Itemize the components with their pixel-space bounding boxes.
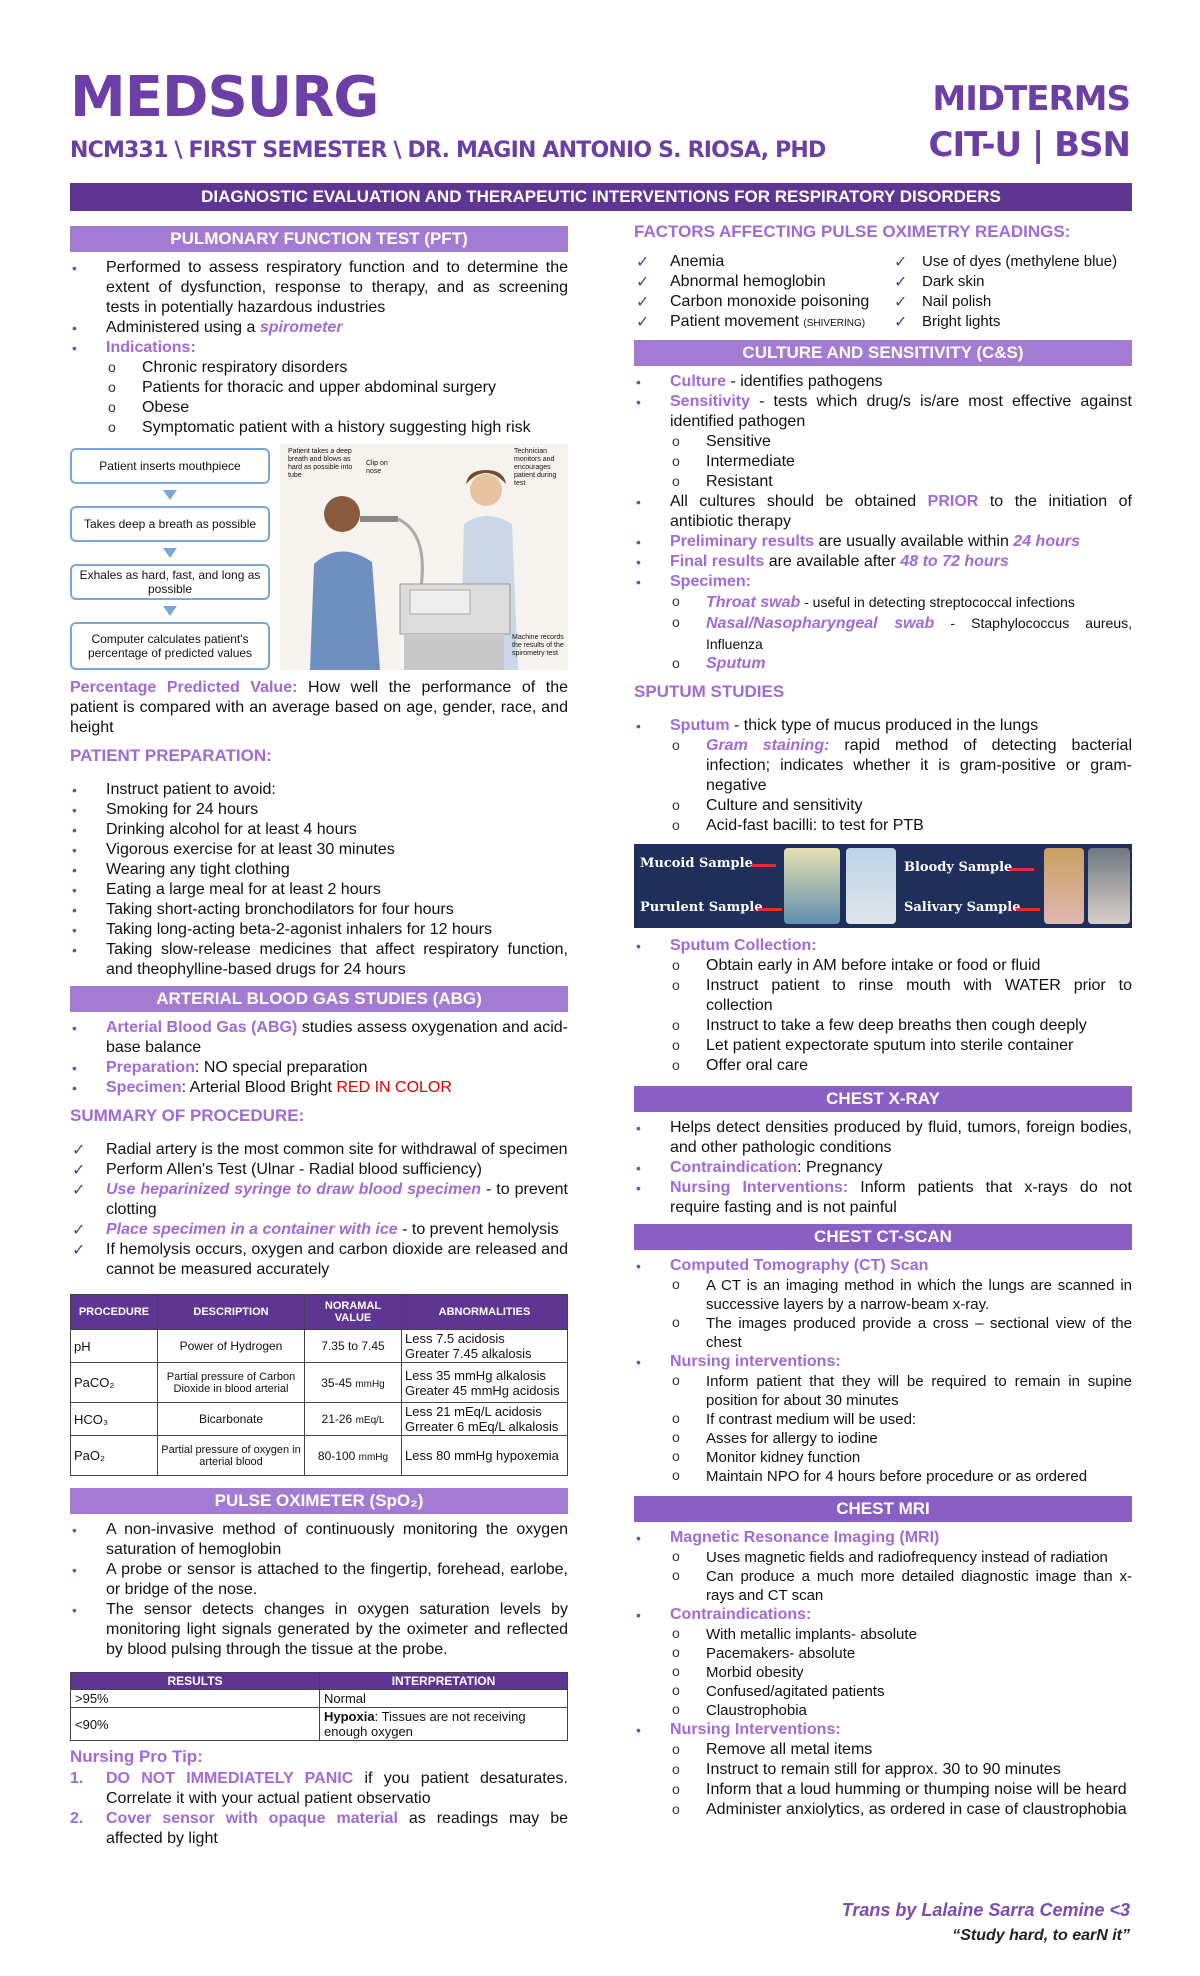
list-item: ✓ Patient movement (SHIVERING) [634, 312, 892, 334]
table-header: ABNORMALITIES [402, 1295, 568, 1330]
list-item: ✓ Radial artery is the most common site for withdrawal of specimen [70, 1140, 568, 1160]
list-item: o The images produced provide a cross – sectional view of the chest [670, 1314, 1132, 1352]
list-item: • Wearing any tight clothing [70, 860, 568, 880]
sputum-list [634, 716, 1132, 836]
right-column [634, 220, 1132, 1820]
list-item: ✓ Dark skin [892, 272, 1132, 292]
pft-bar: PULMONARY FUNCTION TEST (PFT) [70, 226, 568, 252]
list-item: • Contraindications: o With metallic implants- absolute o Pacemakers- absolute o Morbid obesity o Confused/agitated patients o Claustrophobia [634, 1605, 1132, 1720]
jar-icon [846, 848, 896, 924]
list-item: • Specimen: Arterial Blood Bright RED IN COLOR [70, 1078, 568, 1098]
collection-sublist [670, 956, 1132, 1076]
list-item: • Nursing Interventions: Inform patients that x-rays do not require fasting and is not painful [634, 1178, 1132, 1218]
sample-label: Purulent Sample [640, 900, 763, 915]
flow-step: Patient inserts mouthpiece [70, 448, 270, 484]
arrow-icon [758, 908, 782, 911]
school-label: CIT-U | BSN [928, 125, 1130, 165]
list-item: o With metallic implants- absolute [670, 1625, 1132, 1644]
list-item: ✓ Bright lights [892, 312, 1132, 332]
list-item: o Inform patient that they will be required to remain in supine position for about 30 minutes [670, 1372, 1132, 1410]
list-item: • Preliminary results are usually available within 24 hours [634, 532, 1132, 552]
summary-heading: SUMMARY OF PROCEDURE: [70, 1106, 305, 1125]
cs-list [634, 372, 1132, 674]
table-row: PaO₂ Partial pressure of oxygen in arterial blood 80-100 mmHg Less 80 mmHg hypoxemia [71, 1436, 568, 1476]
list-item: ✓ Nail polish [892, 292, 1132, 312]
table-header-row [71, 1673, 568, 1690]
table-header: RESULTS [71, 1673, 320, 1690]
list-item: ✓ Carbon monoxide poisoning [634, 292, 892, 312]
list-item: ✓ Perform Allen's Test (Ulnar - Radial blood sufficiency) [70, 1160, 568, 1180]
list-item: ✓ Place specimen in a container with ice - to prevent hemolysis [70, 1220, 568, 1240]
list-item: o Remove all metal items [670, 1740, 1132, 1760]
page-title: MEDSURG [70, 65, 379, 130]
course-subtitle: NCM331 \ FIRST SEMESTER \ DR. MAGIN ANTONIO S. RIOSA, PHD [70, 138, 826, 163]
list-item: • Nursing Interventions: o Remove all metal items o Instruct to remain still for approx. 30 to 90 minutes o Inform that a loud humming or thumping noise will be heard o Administer anxiolytics, as ordered in case of claustrophobia [634, 1720, 1132, 1820]
sputum-sublist [670, 736, 1132, 836]
xray-list [634, 1118, 1132, 1218]
pft-list [70, 258, 568, 438]
spirometer-term: spirometer [259, 319, 343, 336]
list-item: • Instruct patient to avoid: [70, 780, 568, 800]
list-item: o A CT is an imaging method in which the lungs are scanned in successive layers by a narrow-beam x-ray. [670, 1276, 1132, 1314]
list-item: • Sputum - thick type of mucus produced in the lungs o Gram staining: rapid method of detecting bacterial infection; indicates whether it is gram-positive or gram-negative o Culture and sensitivity o Acid-fast bacilli: to test for PTB [634, 716, 1132, 836]
tip-heading: Nursing Pro Tip: [70, 1747, 203, 1766]
sample-label: Bloody Sample [904, 860, 1013, 875]
flow-step: Computer calculates patient's percentage of predicted values [70, 622, 270, 670]
sample-label: Salivary Sample [904, 900, 1021, 915]
list-item: • Helps detect densities produced by fluid, tumors, foreign bodies, and other pathologic conditions [634, 1118, 1132, 1158]
illus-label: Clip on nose [366, 460, 388, 475]
pulse-list [70, 1520, 568, 1660]
list-item: o Let patient expectorate sputum into sterile container [670, 1036, 1132, 1056]
arrow-icon [752, 864, 776, 867]
table-row: PaCO₂ Partial pressure of Carbon Dioxide in blood arterial 35-45 mmHg Less 35 mmHg alkalosis Greater 45 mmHg acidosis [71, 1363, 568, 1403]
pulse-bar: PULSE OXIMETER (SpO₂) [70, 1488, 568, 1514]
sensitivity-list [670, 432, 1132, 492]
sputum-samples-image [634, 844, 1132, 928]
mri-ni-sublist [670, 1740, 1132, 1820]
main-banner: DIAGNOSTIC EVALUATION AND THERAPEUTIC INTERVENTIONS FOR RESPIRATORY DISORDERS [70, 183, 1132, 211]
list-item: ✓ Abnormal hemoglobin [634, 272, 892, 292]
list-item: o Claustrophobia [670, 1701, 1132, 1720]
ct-ni-sublist [670, 1372, 1132, 1486]
list-item: ✓ Use of dyes (methylene blue) [892, 252, 1132, 272]
factors-heading: FACTORS AFFECTING PULSE OXIMETRY READINGS: [634, 222, 1071, 241]
flow-step: Takes deep a breath as possible [70, 506, 270, 542]
arrow-icon [1010, 868, 1034, 871]
list-item: o Throat swab - useful in detecting streptococcal infections [670, 592, 1132, 613]
header-left [70, 65, 826, 163]
header-right [929, 76, 1130, 168]
list-item: o Nasal/Nasopharyngeal swab - Staphylococcus aureus, Influenza [670, 613, 1132, 654]
list-item: • A non-invasive method of continuously monitoring the oxygen saturation of hemoglobin [70, 1520, 568, 1560]
list-item: o Obese [106, 398, 568, 418]
list-item: o Confused/agitated patients [670, 1682, 1132, 1701]
list-item: o Asses for allergy to iodine [670, 1429, 1132, 1448]
illus-label: Technician monitors and encourages patient during test [514, 448, 557, 487]
table-header: DESCRIPTION [158, 1295, 305, 1330]
list-item: • Culture - identifies pathogens [634, 372, 1132, 392]
arrow-icon [1016, 908, 1040, 911]
list-item: • Taking long-acting beta-2-agonist inhalers for 12 hours [70, 920, 568, 940]
list-item: o Symptomatic patient with a history suggesting high risk [106, 418, 568, 438]
pft-figure [70, 444, 568, 670]
list-item: o Monitor kidney function [670, 1448, 1132, 1467]
list-item: o Offer oral care [670, 1056, 1132, 1076]
collection-list [634, 936, 1132, 1076]
jar-icon [1088, 848, 1130, 924]
list-item: ✓ Anemia [634, 252, 892, 272]
list-item: o Can produce a much more detailed diagnostic image than x-rays and CT scan [670, 1567, 1132, 1605]
list-item: o Sensitive [670, 432, 1132, 452]
ppv-paragraph: Percentage Predicted Value: How well the performance of the patient is compared with an average based on age, gender, race, and height [70, 679, 569, 736]
indications-list [106, 358, 568, 438]
flow-step: Exhales as hard, fast, and long as possible [70, 564, 270, 600]
abg-bar: ARTERIAL BLOOD GAS STUDIES (ABG) [70, 986, 568, 1012]
list-item: o Instruct patient to rinse mouth with WATER prior to collection [670, 976, 1132, 1016]
jar-icon [784, 848, 840, 924]
list-item: o Culture and sensitivity [670, 796, 1132, 816]
list-item: • Vigorous exercise for at least 30 minutes [70, 840, 568, 860]
list-item: • Final results are available after 48 to 72 hours [634, 552, 1132, 572]
list-item: • Taking slow-release medicines that affect respiratory function, and theophylline-based drugs for 24 hours [70, 940, 568, 980]
jar-icon [1044, 848, 1084, 924]
list-item: o Resistant [670, 472, 1132, 492]
factors-lists [634, 252, 1132, 334]
mri-bar: CHEST MRI [634, 1496, 1132, 1522]
table-row: HCO₃ Bicarbonate 21-26 mEq/L Less 21 mEq/L acidosis Grreater 6 mEq/L alkalosis [71, 1403, 568, 1436]
list-item: • Taking short-acting bronchodilators for four hours [70, 900, 568, 920]
tip-list [70, 1769, 568, 1849]
list-item: o Acid-fast bacilli: to test for PTB [670, 816, 1132, 836]
list-item: 1. DO NOT IMMEDIATELY PANIC if you patient desaturates. Correlate it with your actual patient observatio [70, 1770, 569, 1807]
spirometry-illustration [280, 444, 568, 670]
list-item: • Preparation: NO special preparation [70, 1058, 568, 1078]
list-item: o Instruct to take a few deep breaths then cough deeply [670, 1016, 1132, 1036]
term-label: MIDTERMS [932, 79, 1130, 119]
table-header: PROCEDURE [71, 1295, 158, 1330]
list-item: • Computed Tomography (CT) Scan o A CT is an imaging method in which the lungs are scanned in successive layers by a narrow-beam x-ray. o The images produced provide a cross – sectional view of the chest [634, 1256, 1132, 1352]
pulse-table [70, 1672, 568, 1741]
cs-bar: CULTURE AND SENSITIVITY (C&S) [634, 340, 1132, 366]
list-item: o Obtain early in AM before intake or food or fluid [670, 956, 1132, 976]
list-item: • Drinking alcohol for at least 4 hours [70, 820, 568, 840]
list-item: • Arterial Blood Gas (ABG) studies assess oxygenation and acid-base balance [70, 1018, 568, 1058]
list-item: o Administer anxiolytics, as ordered in case of claustrophobia [670, 1800, 1132, 1820]
list-item: • Smoking for 24 hours [70, 800, 568, 820]
list-item: • All cultures should be obtained PRIOR to the initiation of antibiotic therapy [634, 492, 1132, 532]
table-header-row [71, 1295, 568, 1330]
prep-list [70, 780, 568, 980]
credit-text: Trans by Lalaine Sarra Cemine <3 [841, 1900, 1130, 1920]
abg-table [70, 1294, 568, 1476]
ct-bar: CHEST CT-SCAN [634, 1224, 1132, 1250]
illus-label: Patient takes a deep breath and blows as hard as possible into tube [288, 448, 353, 479]
abg-list [70, 1018, 568, 1098]
indications-label: Indications: [106, 339, 196, 356]
footer [842, 1900, 1130, 1945]
motto-text: “Study hard, to earN it” [952, 1927, 1130, 1944]
specimen-list [670, 592, 1132, 674]
list-item: o Uses magnetic fields and radiofrequency instead of radiation [670, 1548, 1132, 1567]
table-row: <90% Hypoxia: Tissues are not receiving enough oxygen [71, 1708, 568, 1741]
list-item: • A probe or sensor is attached to the fingertip, forehead, earlobe, or bridge of the nose. [70, 1560, 568, 1600]
list-item: • Nursing interventions: o Inform patient that they will be required to remain in supine position for about 30 minutes o If contrast medium will be used: o Asses for allergy to iodine o Monitor kidney function o Maintain NPO for 4 hours before procedure or as ordered [634, 1352, 1132, 1486]
list-item: o Instruct to remain still for approx. 30 to 90 minutes [670, 1760, 1132, 1780]
list-item [70, 338, 568, 438]
sputum-heading: SPUTUM STUDIES [634, 682, 785, 701]
table-row: >95% Normal [71, 1690, 568, 1708]
list-item: o Patients for thoracic and upper abdominal surgery [106, 378, 568, 398]
list-item: • Sensitivity - tests which drug/s is/are most effective against identified pathogen o Sensitive o Intermediate o Resistant [634, 392, 1132, 492]
list-item: ✓ If hemolysis occurs, oxygen and carbon dioxide are released and cannot be measured accurately [70, 1240, 568, 1280]
table-row: pH Power of Hydrogen 7.35 to 7.45 Less 7.5 acidosis Greater 7.45 alkalosis [71, 1330, 568, 1363]
factors-left [634, 252, 892, 334]
prep-heading: PATIENT PREPARATION: [70, 746, 272, 765]
list-item: o Sputum [670, 654, 1132, 674]
mri-list [634, 1528, 1132, 1820]
table-header: NORAMAL VALUE [305, 1295, 402, 1330]
list-item: o Pacemakers- absolute [670, 1644, 1132, 1663]
list-item: • The sensor detects changes in oxygen saturation levels by monitoring light signals generated by the oximeter and reflected by blood pulsing through the tissue at the probe. [70, 1600, 568, 1660]
list-item: • Sputum Collection: o Obtain early in AM before intake or food or fluid o Instruct patient to rinse mouth with WATER prior to collection o Instruct to take a few deep breaths then cough deeply o Let patient expectorate sputum into sterile container o Offer oral care [634, 936, 1132, 1076]
sample-label: Mucoid Sample [640, 856, 753, 871]
list-item: • Magnetic Resonance Imaging (MRI) o Uses magnetic fields and radiofrequency instead of radiation o Can produce a much more detailed diagnostic image than x-rays and CT scan [634, 1528, 1132, 1605]
factors-right [892, 252, 1132, 334]
ct-list [634, 1256, 1132, 1486]
list-item: o Inform that a loud humming or thumping noise will be heard [670, 1780, 1132, 1800]
list-item: o Maintain NPO for 4 hours before procedure or as ordered [670, 1467, 1132, 1486]
summary-list [70, 1140, 568, 1280]
xray-bar: CHEST X-RAY [634, 1086, 1132, 1112]
list-item: • Administered using a spirometer [70, 318, 568, 338]
list-item: o Gram staining: rapid method of detecting bacterial infection; indicates whether it is gram-positive or gram-negative [670, 736, 1132, 796]
ct-sublist [670, 1276, 1132, 1352]
list-item: o Intermediate [670, 452, 1132, 472]
list-item: 2. Cover sensor with opaque material as readings may be affected by light [70, 1810, 568, 1847]
left-column [70, 220, 568, 1849]
table-header: INTERPRETATION [320, 1673, 568, 1690]
list-item: • Performed to assess respiratory function and to determine the extent of dysfunction, response to therapy, and as screening tests in potentially hazardous industries [70, 258, 568, 318]
list-item: ✓ Use heparinized syringe to draw blood specimen - to prevent clotting [70, 1180, 568, 1220]
list-item: • Contraindication: Pregnancy [634, 1158, 1132, 1178]
list-item: • Eating a large meal for at least 2 hours [70, 880, 568, 900]
list-item: o Morbid obesity [670, 1663, 1132, 1682]
list-item: o If contrast medium will be used: [670, 1410, 1132, 1429]
mri-contra-sublist [670, 1625, 1132, 1720]
mri-sublist [670, 1548, 1132, 1605]
illus-label: Machine records the results of the spirometry test [512, 634, 564, 657]
pft-flowchart [70, 448, 270, 692]
list-item: • Specimen: o Throat swab - useful in detecting streptococcal infections o Nasal/Nasopharyngeal swab - Staphylococcus aureus, Influenza o Sputum [634, 572, 1132, 674]
list-item: o Chronic respiratory disorders [106, 358, 568, 378]
